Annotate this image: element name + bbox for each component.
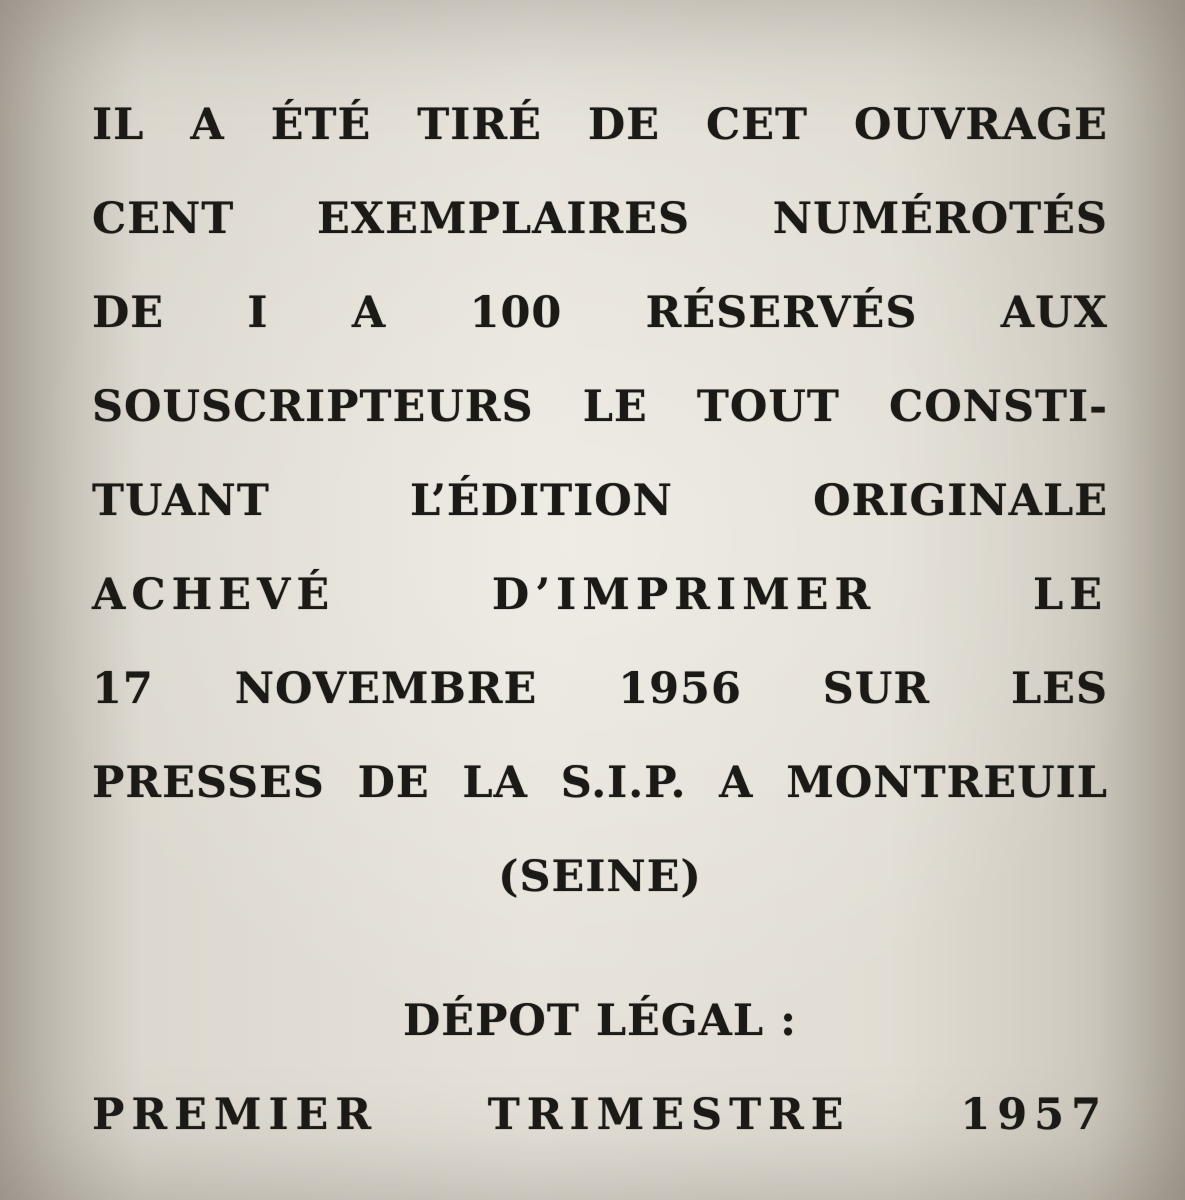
colophon-line-4: [92, 360, 1108, 454]
word: CET: [706, 100, 808, 150]
depot-legal-value: [92, 1068, 1108, 1162]
word: PREMIER: [92, 1090, 379, 1140]
word: DE: [587, 100, 660, 150]
word: A: [190, 100, 225, 150]
word: OUVRAGE: [854, 100, 1108, 150]
spacer: [92, 924, 1108, 974]
word: SUR: [822, 664, 931, 714]
colophon-line-1: [92, 78, 1108, 172]
word: TIRÉ: [417, 100, 542, 150]
word: CONSTI-: [888, 382, 1108, 432]
word: A: [719, 758, 754, 808]
word: AUX: [1000, 288, 1108, 338]
colophon-line-7: [92, 642, 1108, 736]
word: A: [351, 288, 387, 338]
word: S.I.P.: [560, 758, 687, 808]
depot-legal-label-text: DÉPOT LÉGAL :: [403, 996, 797, 1046]
word: EXEMPLAIRES: [316, 194, 691, 244]
colophon-line-2: [92, 172, 1108, 266]
word: ORIGINALE: [813, 476, 1108, 526]
word: NUMÉROTÉS: [772, 194, 1108, 244]
word: L’ÉDITION: [410, 476, 673, 526]
word: TRIMESTRE: [487, 1090, 851, 1140]
word: (SEINE): [498, 852, 702, 902]
colophon-text: [92, 78, 1108, 1162]
word: CENT: [92, 194, 235, 244]
word: PRESSES: [92, 758, 325, 808]
word: IL: [92, 100, 145, 150]
word: ÉTÉ: [270, 100, 372, 150]
word: 1957: [960, 1090, 1108, 1140]
colophon-line-5: [92, 454, 1108, 548]
colophon-line-8: [92, 736, 1108, 830]
word: MONTREUIL: [786, 758, 1108, 808]
word: TOUT: [696, 382, 840, 432]
word: NOVEMBRE: [234, 664, 538, 714]
word: DE: [357, 758, 430, 808]
depot-legal-label: [92, 974, 1108, 1068]
word: LES: [1010, 664, 1108, 714]
word: D’IMPRIMER: [491, 570, 877, 620]
word: I: [247, 288, 269, 338]
word: LA: [462, 758, 528, 808]
word: RÉSERVÉS: [645, 288, 918, 338]
colophon-line-3: [92, 266, 1108, 360]
colophon-line-6: [92, 548, 1108, 642]
word: TUANT: [92, 476, 270, 526]
word: 100: [469, 288, 563, 338]
word: LE: [582, 382, 648, 432]
word: 17: [92, 664, 154, 714]
word: LE: [1032, 570, 1108, 620]
word: SOUSCRIPTEURS: [92, 382, 534, 432]
word: 1956: [618, 664, 742, 714]
word: ACHEVÉ: [92, 570, 336, 620]
word: DE: [92, 288, 165, 338]
colophon-line-9: [92, 830, 1108, 924]
